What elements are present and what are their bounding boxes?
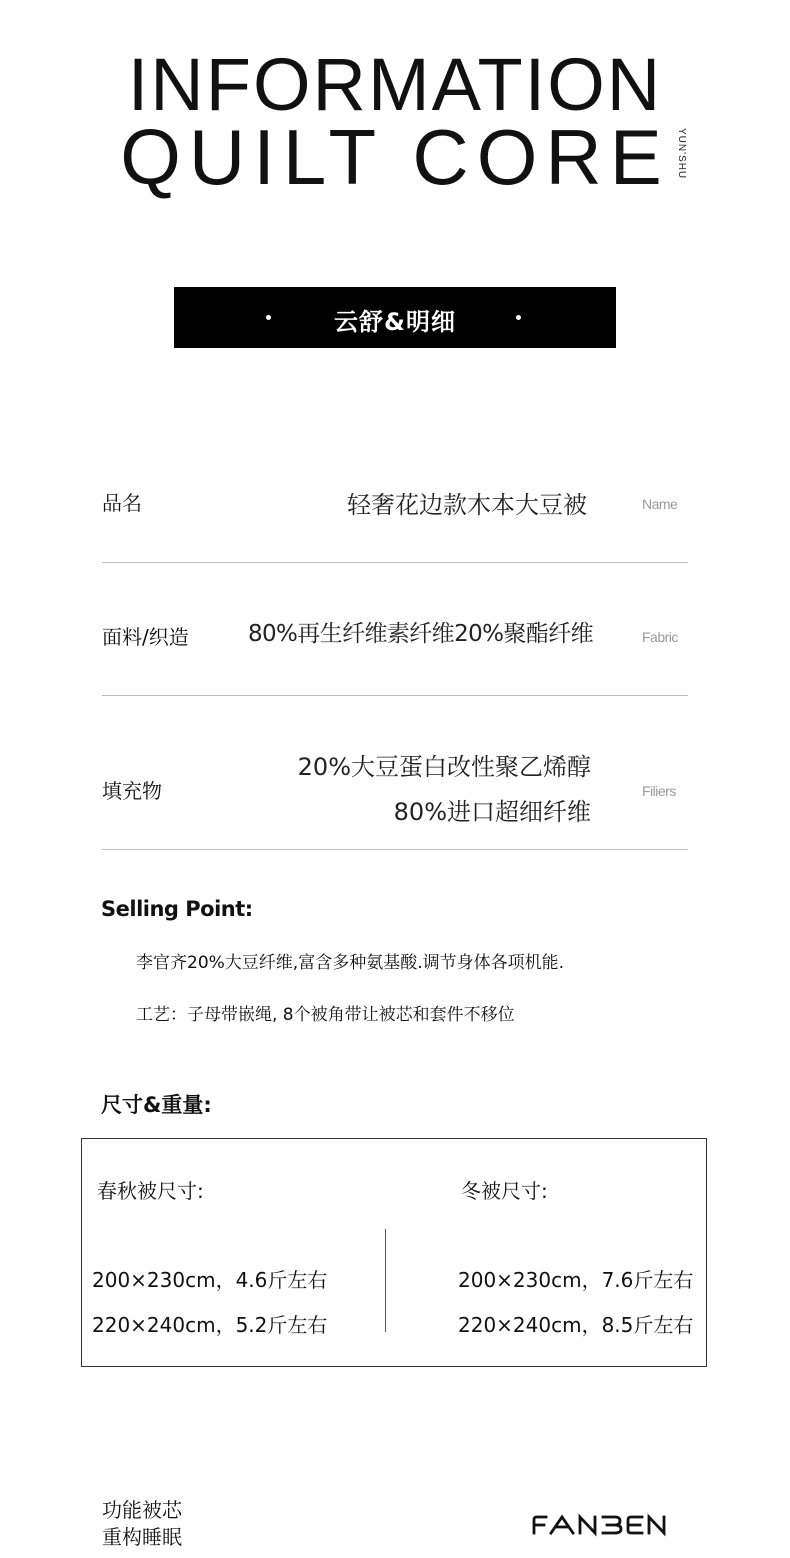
spec-fillers-label: 填充物 (102, 779, 162, 803)
spec-fillers-en: Filiers (642, 783, 676, 799)
section-banner (174, 287, 616, 348)
divider (102, 562, 688, 563)
winter-size-line: 200×230cm，7.6斤左右 (458, 1268, 694, 1292)
spring-autumn-size-line: 200×230cm，4.6斤左右 (92, 1268, 328, 1292)
spec-name-value: 轻奢花边款木本大豆被 (347, 491, 587, 519)
hero-title-line-1: INFORMATION (127, 43, 663, 126)
spec-fabric-label: 面料/织造 (102, 625, 189, 649)
spec-name-label: 品名 (102, 491, 142, 515)
brand-logo (532, 1512, 706, 1542)
selling-point-line: 工艺：子母带嵌绳, 8个被角带让被芯和套件不移位 (136, 1005, 515, 1025)
divider (102, 695, 688, 696)
selling-point-line: 李官齐20%大豆纤维,富含多种氨基酸.调节身体各项机能. (136, 953, 564, 973)
selling-point-heading: Selling Point: (101, 897, 253, 921)
spec-fillers-value-1: 20%大豆蛋白改性聚乙烯醇 (297, 753, 591, 781)
spring-autumn-size-line: 220×240cm，5.2斤左右 (92, 1313, 328, 1337)
footer-slogan-line: 重构睡眠 (102, 1525, 182, 1549)
spec-fabric-en: Fabric (642, 629, 678, 645)
spec-fillers-value-2: 80%进口超细纤维 (393, 798, 591, 826)
size-weight-heading: 尺寸&重量: (101, 1093, 212, 1117)
column-divider (385, 1229, 386, 1332)
vertical-brand-tag: YUN'SHU (676, 128, 687, 180)
spec-fabric-value: 80%再生纤维素纤维20%聚酯纤维 (247, 621, 593, 647)
footer-slogan-line: 功能被芯 (102, 1498, 182, 1522)
divider (102, 849, 688, 850)
spec-name-en: Name (642, 496, 678, 512)
spring-autumn-size-title: 春秋被尺寸: (97, 1179, 204, 1203)
right-dot-icon (516, 315, 521, 320)
winter-size-title: 冬被尺寸: (461, 1179, 548, 1203)
winter-size-line: 220×240cm，8.5斤左右 (458, 1313, 694, 1337)
banner-title: 云舒&明细 (334, 308, 456, 336)
hero-title-line-2: QUILT CORE (120, 113, 670, 201)
